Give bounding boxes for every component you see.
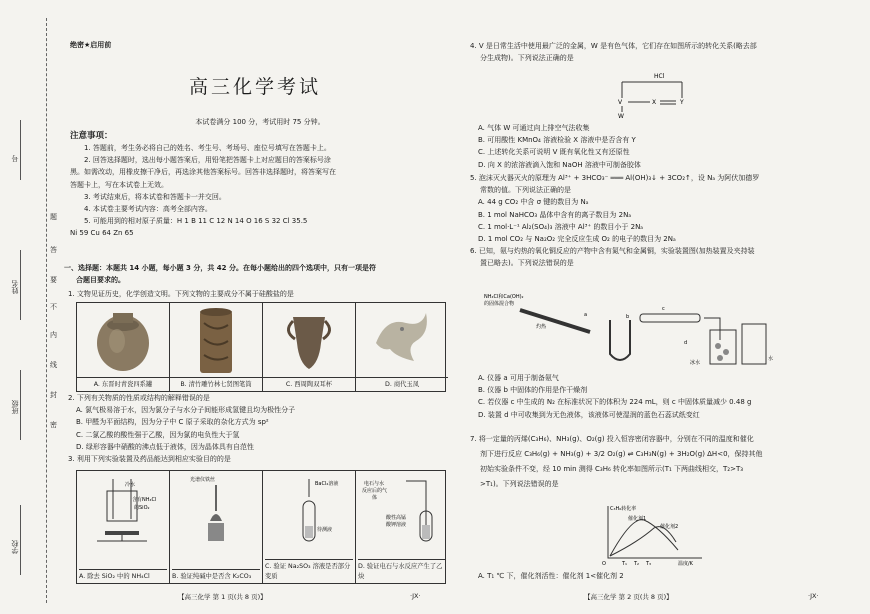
seal-char: 不	[50, 303, 57, 311]
graph-tick: T₃	[646, 561, 652, 567]
option-cell	[356, 471, 448, 583]
curve-label-2: 催化剂2	[660, 524, 679, 530]
binding-label-number: 号	[11, 155, 19, 162]
pottery-cup-image	[263, 303, 355, 377]
apparatus-label: 灼热	[536, 324, 547, 330]
seal-char: 题	[50, 213, 57, 221]
option-line: C. 二氯乙酸的酸性强于乙酸，因为氯的电负性大于氢	[76, 430, 240, 439]
label-d: 酸性高锰	[386, 515, 407, 521]
apparatus-label: b	[626, 314, 630, 320]
graph-ylabel: C₃H₆转化率	[610, 506, 637, 512]
label-c: BaCl₂溶液	[315, 481, 339, 487]
exam-duration: 本试卷满分 100 分，考试用时 75 分钟。	[195, 118, 325, 126]
diagram-label: HCl	[654, 73, 665, 80]
question-2	[68, 392, 295, 465]
option-line: A. 44 g CO₂ 中含 σ 键的数目为 Nₐ	[478, 198, 589, 207]
question-4-options	[478, 122, 641, 171]
binding-blank	[20, 120, 22, 180]
binding-blank	[20, 505, 22, 575]
apparatus-label: NH₄Cl和Ca(OH)₂	[484, 294, 524, 300]
notice-heading: 注意事项：	[70, 131, 113, 141]
option-cell	[77, 303, 170, 391]
question-stem: 分生成物)。下列说法正确的是	[480, 54, 574, 63]
seal-char: 线	[50, 361, 57, 369]
option-line: C. 若仪器 c 中生成的 N₂ 在标准状况下的体积为 224 mL，则 c 中固体质量减少 0.48 g	[478, 398, 752, 407]
option-line: A. 氯气极易溶于水，因为氯分子与水分子间能形成氢键且均为极性分子	[76, 406, 296, 415]
notice-line: 3. 考试结束后，将本试卷和答题卡一并交回。	[84, 192, 226, 201]
option-line: C. 1 mol·L⁻¹ Al₂(SO₄)₃ 溶液中 Al³⁺ 的数目小于 2Nₐ	[478, 222, 644, 231]
diagram-label: X	[652, 99, 657, 106]
flame-test-apparatus	[170, 471, 262, 551]
binding-margin	[0, 0, 58, 614]
option-caption: D. 验证电石与水反应产生了乙炔	[358, 559, 446, 581]
label-a: 含有NH₄Cl	[132, 497, 157, 503]
option-cell	[170, 303, 263, 391]
curve-label-1: 催化剂1	[628, 516, 647, 522]
test-tube-apparatus	[263, 471, 355, 551]
question-stem: 剂下进行反应 C₃H₆(g) + NH₃(g) + 3/2 O₂(g) ⇌ C₃H₃N(g) + 3H₂O(g) ΔH<0，保持其他	[480, 450, 763, 458]
option-line: A. T₁ ℃ 下，催化剂活性：催化剂 1<催化剂 2	[478, 572, 624, 580]
section-heading	[64, 262, 376, 286]
footer-right-text: 【高三化学 第 2 页(共 8 页)】	[584, 593, 673, 601]
label-d: 电石与水	[364, 481, 385, 487]
binding-blank	[20, 370, 22, 440]
option-line: B. 仪器 b 中固体的作用是作干燥剂	[478, 386, 588, 395]
notice-line: 5. 可能用到的相对原子质量：H 1 B 11 C 12 N 14 O 16 S 32 Cl 35.5	[84, 217, 308, 226]
option-caption: D. 商代玉凤	[356, 377, 448, 391]
jar-image	[77, 303, 169, 377]
label-b: 光谱仪铁丝	[190, 477, 216, 483]
sublimation-apparatus	[77, 471, 169, 551]
graph-xlabel: 温度/K	[678, 561, 693, 567]
binding-blank	[20, 250, 22, 320]
option-line: B. 甲醛为平面结构，因为分子中 C 原子采取的杂化方式为 sp²	[76, 418, 269, 427]
graph-tick: T₂	[634, 561, 640, 567]
q6-apparatus-diagram	[480, 290, 780, 370]
footer-left-text: 【高三化学 第 1 页(共 8 页)】	[178, 593, 267, 601]
confidential-mark: 绝密★启用前	[70, 41, 112, 49]
binding-label-name: 姓名	[11, 280, 19, 294]
seal-char: 要	[50, 276, 57, 284]
q7-conversion-graph	[598, 502, 708, 568]
seal-char: 封	[50, 391, 57, 399]
label-a: 冷水	[125, 482, 136, 488]
seal-char: 答	[50, 246, 57, 254]
seal-char: 内	[50, 331, 57, 339]
notice-line: 4. 本试卷主要考试内容：高考全部内容。	[84, 205, 212, 214]
option-caption: C. 西周陶双耳杯	[263, 377, 355, 391]
question-1-options-table	[76, 302, 446, 392]
label-d: 反应后的气	[362, 488, 388, 494]
apparatus-label: d	[684, 340, 688, 346]
section-line: 一、选择题：本题共 14 小题，每小题 3 分，共 42 分。在每小题给出的四个选项中，只有一项是符	[64, 264, 376, 272]
label-a: 的SiO₂	[134, 505, 150, 511]
option-cell	[263, 303, 356, 391]
apparatus-label: a	[584, 312, 588, 318]
notice-line: 1. 答题前，考生务必将自己的姓名、考生号、考场号、座位号填写在答题卡上。	[84, 144, 331, 152]
option-line: B. 1 mol NaHCO₃ 晶体中含有的离子数目为 2Nₐ	[478, 210, 632, 219]
option-caption: B. 验证纯碱中是否含 K₂CO₃	[172, 569, 260, 582]
apparatus-label: 水	[768, 356, 774, 362]
diagram-label: W	[618, 113, 624, 120]
question-7-options	[478, 570, 624, 582]
label-d: 体	[372, 495, 378, 501]
q4-conversion-diagram	[610, 70, 700, 122]
option-line: A. 仪器 a 可用于制备氨气	[478, 374, 559, 382]
question-1-stem: 1. 文物见证历史，化学创造文明。下列文物的主要成分不属于硅酸盐的是	[68, 290, 294, 298]
label-c: 待测液	[317, 527, 333, 533]
notice-line: Ni 59 Cu 64 Zn 65	[70, 229, 134, 238]
option-line: D. 1 mol CO₂ 与 Na₂O₂ 完全反应生成 O₂ 的电子的数目为 2Nₐ	[478, 235, 676, 244]
footer-left-code: ·JX·	[410, 592, 421, 600]
footer-right-code: ·JX·	[808, 592, 819, 600]
option-cell	[170, 471, 263, 583]
notice-list	[70, 142, 336, 240]
question-stem: >T₁)。下列说法错误的是	[480, 480, 559, 488]
seal-char: 密	[50, 421, 57, 429]
diagram-label: V	[618, 99, 623, 106]
question-stem: 置已略去)。下列说法错误的是	[480, 259, 574, 268]
graph-origin: O	[602, 561, 606, 567]
option-cell	[77, 471, 170, 583]
question-3-options-table	[76, 470, 446, 584]
notice-line: 黑。如需改动，用橡皮擦干净后，再选涂其他答案标号。回答非选择题时，将答案写在	[70, 168, 336, 177]
option-caption: A. 除去 SiO₂ 中的 NH₄Cl	[79, 569, 167, 582]
option-line: C. 上述转化关系可说明 V 既有氧化性又有还原性	[478, 148, 630, 157]
apparatus-label: 冰水	[690, 360, 701, 366]
question-stem: 5. 泡沫灭火器灭火的原理为 Al³⁺ + 3HCO₃⁻ ═══ Al(OH)₃↓ + 3CO₂↑，设 Nₐ 为阿伏加德罗	[470, 174, 760, 182]
binding-label-school: 学校	[11, 540, 19, 554]
page-title: 高三化学考试	[188, 76, 321, 98]
question-4	[470, 40, 757, 64]
option-line: A. 气体 W 可通过向上排空气法收集	[478, 124, 590, 132]
binding-label-class: 班级	[11, 400, 19, 414]
gas-test-apparatus	[356, 471, 448, 551]
question-stem: 6. 已知，氨与灼热的氧化铜反应的产物中含有氮气和金属铜，实验装置图(加热装置及夹持装	[470, 247, 755, 256]
option-line: D. 向 X 的浓溶液滴入饱和 NaOH 溶液中可制备胶体	[478, 160, 641, 169]
question-stem: 2. 下列有关物质的性质或结构的解释错误的是	[68, 394, 210, 402]
diagram-label: Y	[680, 99, 684, 106]
option-caption: C. 验证 Na₂SO₃ 溶液是否部分变质	[265, 559, 353, 581]
brush-pot-image	[170, 303, 262, 377]
option-caption: A. 东晋时青瓷四系罐	[77, 377, 169, 391]
question-5	[470, 172, 759, 270]
question-stem: 初始实验条件不变，经 10 min 测得 C₃H₆ 转化率如图所示(T₁ 下两曲线相交，T₂>T₃	[480, 465, 744, 473]
question-stem: 常数的值。下列说法正确的是	[480, 186, 571, 195]
notice-line: 答题卡上，写在本试卷上无效。	[70, 180, 168, 189]
apparatus-label: c	[662, 306, 665, 312]
question-6-options	[478, 372, 751, 421]
notice-line: 2. 回答选择题时，选出每小题答案后，用铅笔把答题卡上对应题目的答案标号涂	[84, 156, 331, 165]
section-line: 合题目要求的。	[76, 276, 125, 285]
apparatus-label: 的固体混合物	[484, 301, 515, 307]
option-cell	[356, 303, 448, 391]
option-line: B. 可用酸性 KMnO₄ 溶液检验 X 溶液中是否含有 Y	[478, 136, 636, 145]
question-7	[470, 432, 763, 492]
seal-line	[46, 18, 47, 603]
question-stem: 3. 利用下列实验装置及药品能达到相应实验目的的是	[68, 455, 231, 464]
graph-tick: T₁	[622, 561, 628, 567]
question-stem: 4. V 是日常生活中使用最广泛的金属，W 是有色气体，它们存在如图所示的转化关系(略去部	[470, 42, 757, 50]
jade-phoenix-image	[356, 303, 448, 377]
option-cell	[263, 471, 356, 583]
label-d: 酸钾溶液	[386, 522, 407, 528]
question-stem: 7. 将一定量的丙烯(C₃H₆)、NH₃(g)、O₂(g) 投入恒容密闭容器中，分别在不同的温度和催化	[470, 435, 754, 443]
option-caption: B. 清竹雕竹林七贤图笔筒	[170, 377, 262, 391]
option-line: D. 装置 d 中可收集到为无色液体，该液体可使湿润的蓝色石蕊试纸变红	[478, 410, 700, 419]
option-line: D. 绿形容器中硝酸的沸点低于液体，因为晶体具有自范性	[76, 442, 254, 451]
